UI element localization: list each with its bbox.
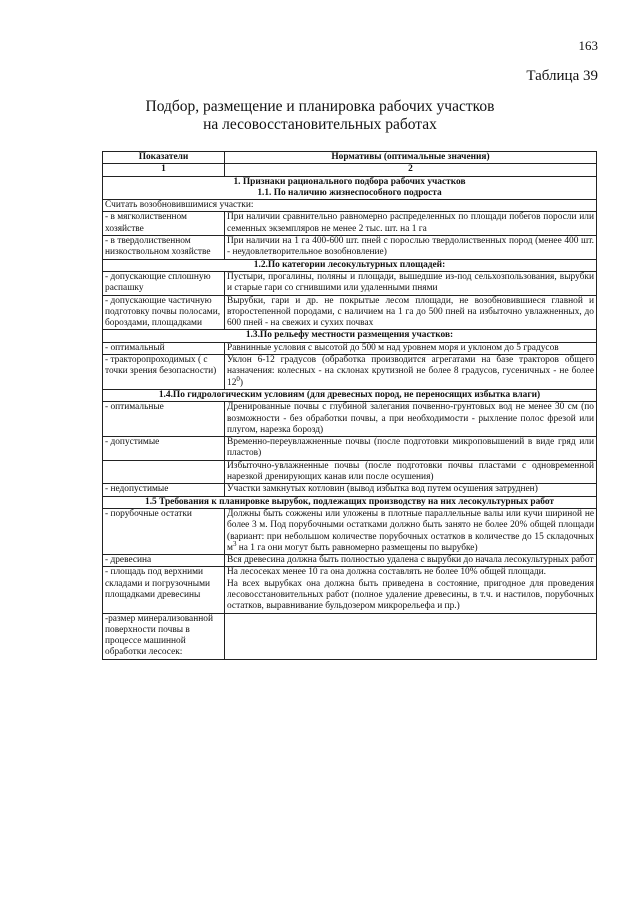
table-row (103, 212, 597, 236)
row-label: - в твердолиственном низкоствольном хозяйстве (103, 236, 225, 260)
note-row (103, 200, 597, 212)
header-norms: Нормативы (оптимальные значения) (225, 152, 597, 164)
row-text: Пустыри, прогалины, поляны и площади, вышедшие из-под сельхозпользования, вырубки и старые гари со сгнившими или удаленными пнями (225, 271, 597, 295)
section-1-1-title: 1.1. По наличию жизнеспособного подроста (257, 187, 442, 198)
header-indicators: Показатели (103, 152, 225, 164)
row-label: - оптимальные (103, 402, 225, 437)
row-label: - допускающие сплошную распашку (103, 271, 225, 295)
table-row (103, 342, 597, 354)
row-label: - допустимые (103, 437, 225, 461)
column-number-1: 1 (103, 164, 225, 176)
row-label: - допускающие частичную подготовку почвы полосами, бороздами, площадками (103, 295, 225, 330)
row-text: Равнинные условия с высотой до 500 м над уровнем моря и уклоном до 5 градусов (225, 342, 597, 354)
row-text-paragraph-1: На лесосеках менее 10 га она должна составлять не более 10% общей площади. (227, 567, 546, 578)
table-row (103, 402, 597, 437)
table-row (103, 508, 597, 554)
table-row (103, 460, 597, 484)
row-text: При наличии на 1 га 400-600 шт. пней с порослью твердолиственных пород (менее 400 шт. - неудовлетворительное возобновление) (225, 236, 597, 260)
table-row (103, 295, 597, 330)
row-text (225, 567, 597, 613)
section-heading (103, 496, 597, 508)
header-row (103, 152, 597, 164)
row-text (225, 508, 597, 554)
title-line-1: Подбор, размещение и планировка рабочих участков (145, 98, 495, 115)
norms-table (102, 151, 597, 660)
title-line-2: на лесовосстановительных работах (203, 116, 437, 133)
table-label: Таблица 39 (526, 68, 598, 84)
table-row (103, 437, 597, 461)
table-row (103, 236, 597, 260)
section-1-5-title: 1.5 Требования к планировке вырубок, подлежащих производству на них лесокультурных работ (103, 496, 597, 508)
section-note: Считать возобновившимися участки: (103, 200, 597, 212)
row-text: Вырубки, гари и др. не покрытые лесом площади, не возобновившиеся главной и второстепенной породами, с наличием на 1 га до 500 пней на избыточно увлажненных, до 600 пней - на свежих и сухих почвах (225, 295, 597, 330)
cubic-superscript: 3 (232, 539, 237, 548)
table-row (103, 555, 597, 567)
row-label: - порубочные остатки (103, 508, 225, 554)
row-label: - древесина (103, 555, 225, 567)
row-text-main: Должны быть сожжены или уложены в плотные параллельные валы или кучи шириной не более 3 м. Под порубочными остатками должно быть занято не более 20% общей площади (вариант: при небольшом количестве порубочных остатков в количестве до 15 складочных м (227, 508, 594, 553)
row-label: - тракторопроходимых ( с точки зрения безопасности) (103, 355, 225, 390)
row-text-paragraph-2: На всех вырубках она должна быть приведена в состояние, пригодное для проведения лесовосстановительных работ (полное удаление древесины, в т.ч. и настилов, порубочных остатков, выравнивание бульдозером микрорельефа и пр.) (227, 578, 594, 612)
row-text: Избыточно-увлажненные почвы (после подготовки почвы пластами с одновременной нарезкой дренирующих канав или после осушения) (225, 460, 597, 484)
section-heading (103, 259, 597, 271)
row-label: - недопустимые (103, 484, 225, 496)
section-heading (103, 176, 597, 200)
column-number-2: 2 (225, 164, 597, 176)
row-label: -размер минерализованной поверхности почвы в процессе машинной обработки лесосек: (103, 613, 225, 659)
section-1-title: 1. Признаки рационального подбора рабочих участков (233, 176, 466, 187)
row-text (225, 613, 597, 659)
row-text (225, 355, 597, 390)
row-text: Временно-переувлажненные почвы (после подготовки микроповышений в виде гряд или пластов) (225, 437, 597, 461)
section-1-4-title: 1.4.По гидрологическим условиям (для древесных пород, не переносящих избытка влаги) (103, 389, 597, 401)
row-label: - в мягколиственном хозяйстве (103, 212, 225, 236)
table-row (103, 271, 597, 295)
row-text-end: на 1 га они могут быть равномерно размещены по вырубке) (236, 542, 478, 553)
section-heading (103, 330, 597, 342)
section-1-3-title: 1.3.По рельефу местности размещения участков: (103, 330, 597, 342)
row-label: - площадь под верхними складами и погрузочными площадками древесины (103, 567, 225, 613)
row-text: Вся древесина должна быть полностью удалена с вырубки до начала лесокультурных работ (225, 555, 597, 567)
page-title (0, 98, 640, 134)
section-1-2-title: 1.2.По категории лесокультурных площадей: (103, 259, 597, 271)
row-text: При наличии сравнительно равномерно распределенных по площади побегов поросли или семенных экземпляров не менее 2 тыс. шт. на 1 га (225, 212, 597, 236)
column-number-row (103, 164, 597, 176)
row-label-empty (103, 460, 225, 484)
table-row (103, 567, 597, 613)
page-number: 163 (578, 38, 598, 53)
row-text-end: ) (239, 377, 243, 388)
degree-superscript: 0 (236, 374, 240, 383)
table-row (103, 613, 597, 659)
row-label: - оптимальный (103, 342, 225, 354)
section-heading (103, 389, 597, 401)
row-text: Участки замкнутых котловин (вывод избытка вод путем осушения затруднен) (225, 484, 597, 496)
row-text-main: Уклон 6-12 градусов (обработка производится агрегатами на базе тракторов общего назначения: колесных - на склонах крутизной не более 8 градусов, гусеничных - не более 12 (227, 355, 594, 388)
table-row (103, 355, 597, 390)
table-row (103, 484, 597, 496)
row-text: Дренированные почвы с глубиной залегания почвенно-грунтовых вод не менее 30 см (по возможности - без обработки почвы, а при необходимости - рыхление полос фрезой или плугом, нарезка борозд) (225, 402, 597, 437)
